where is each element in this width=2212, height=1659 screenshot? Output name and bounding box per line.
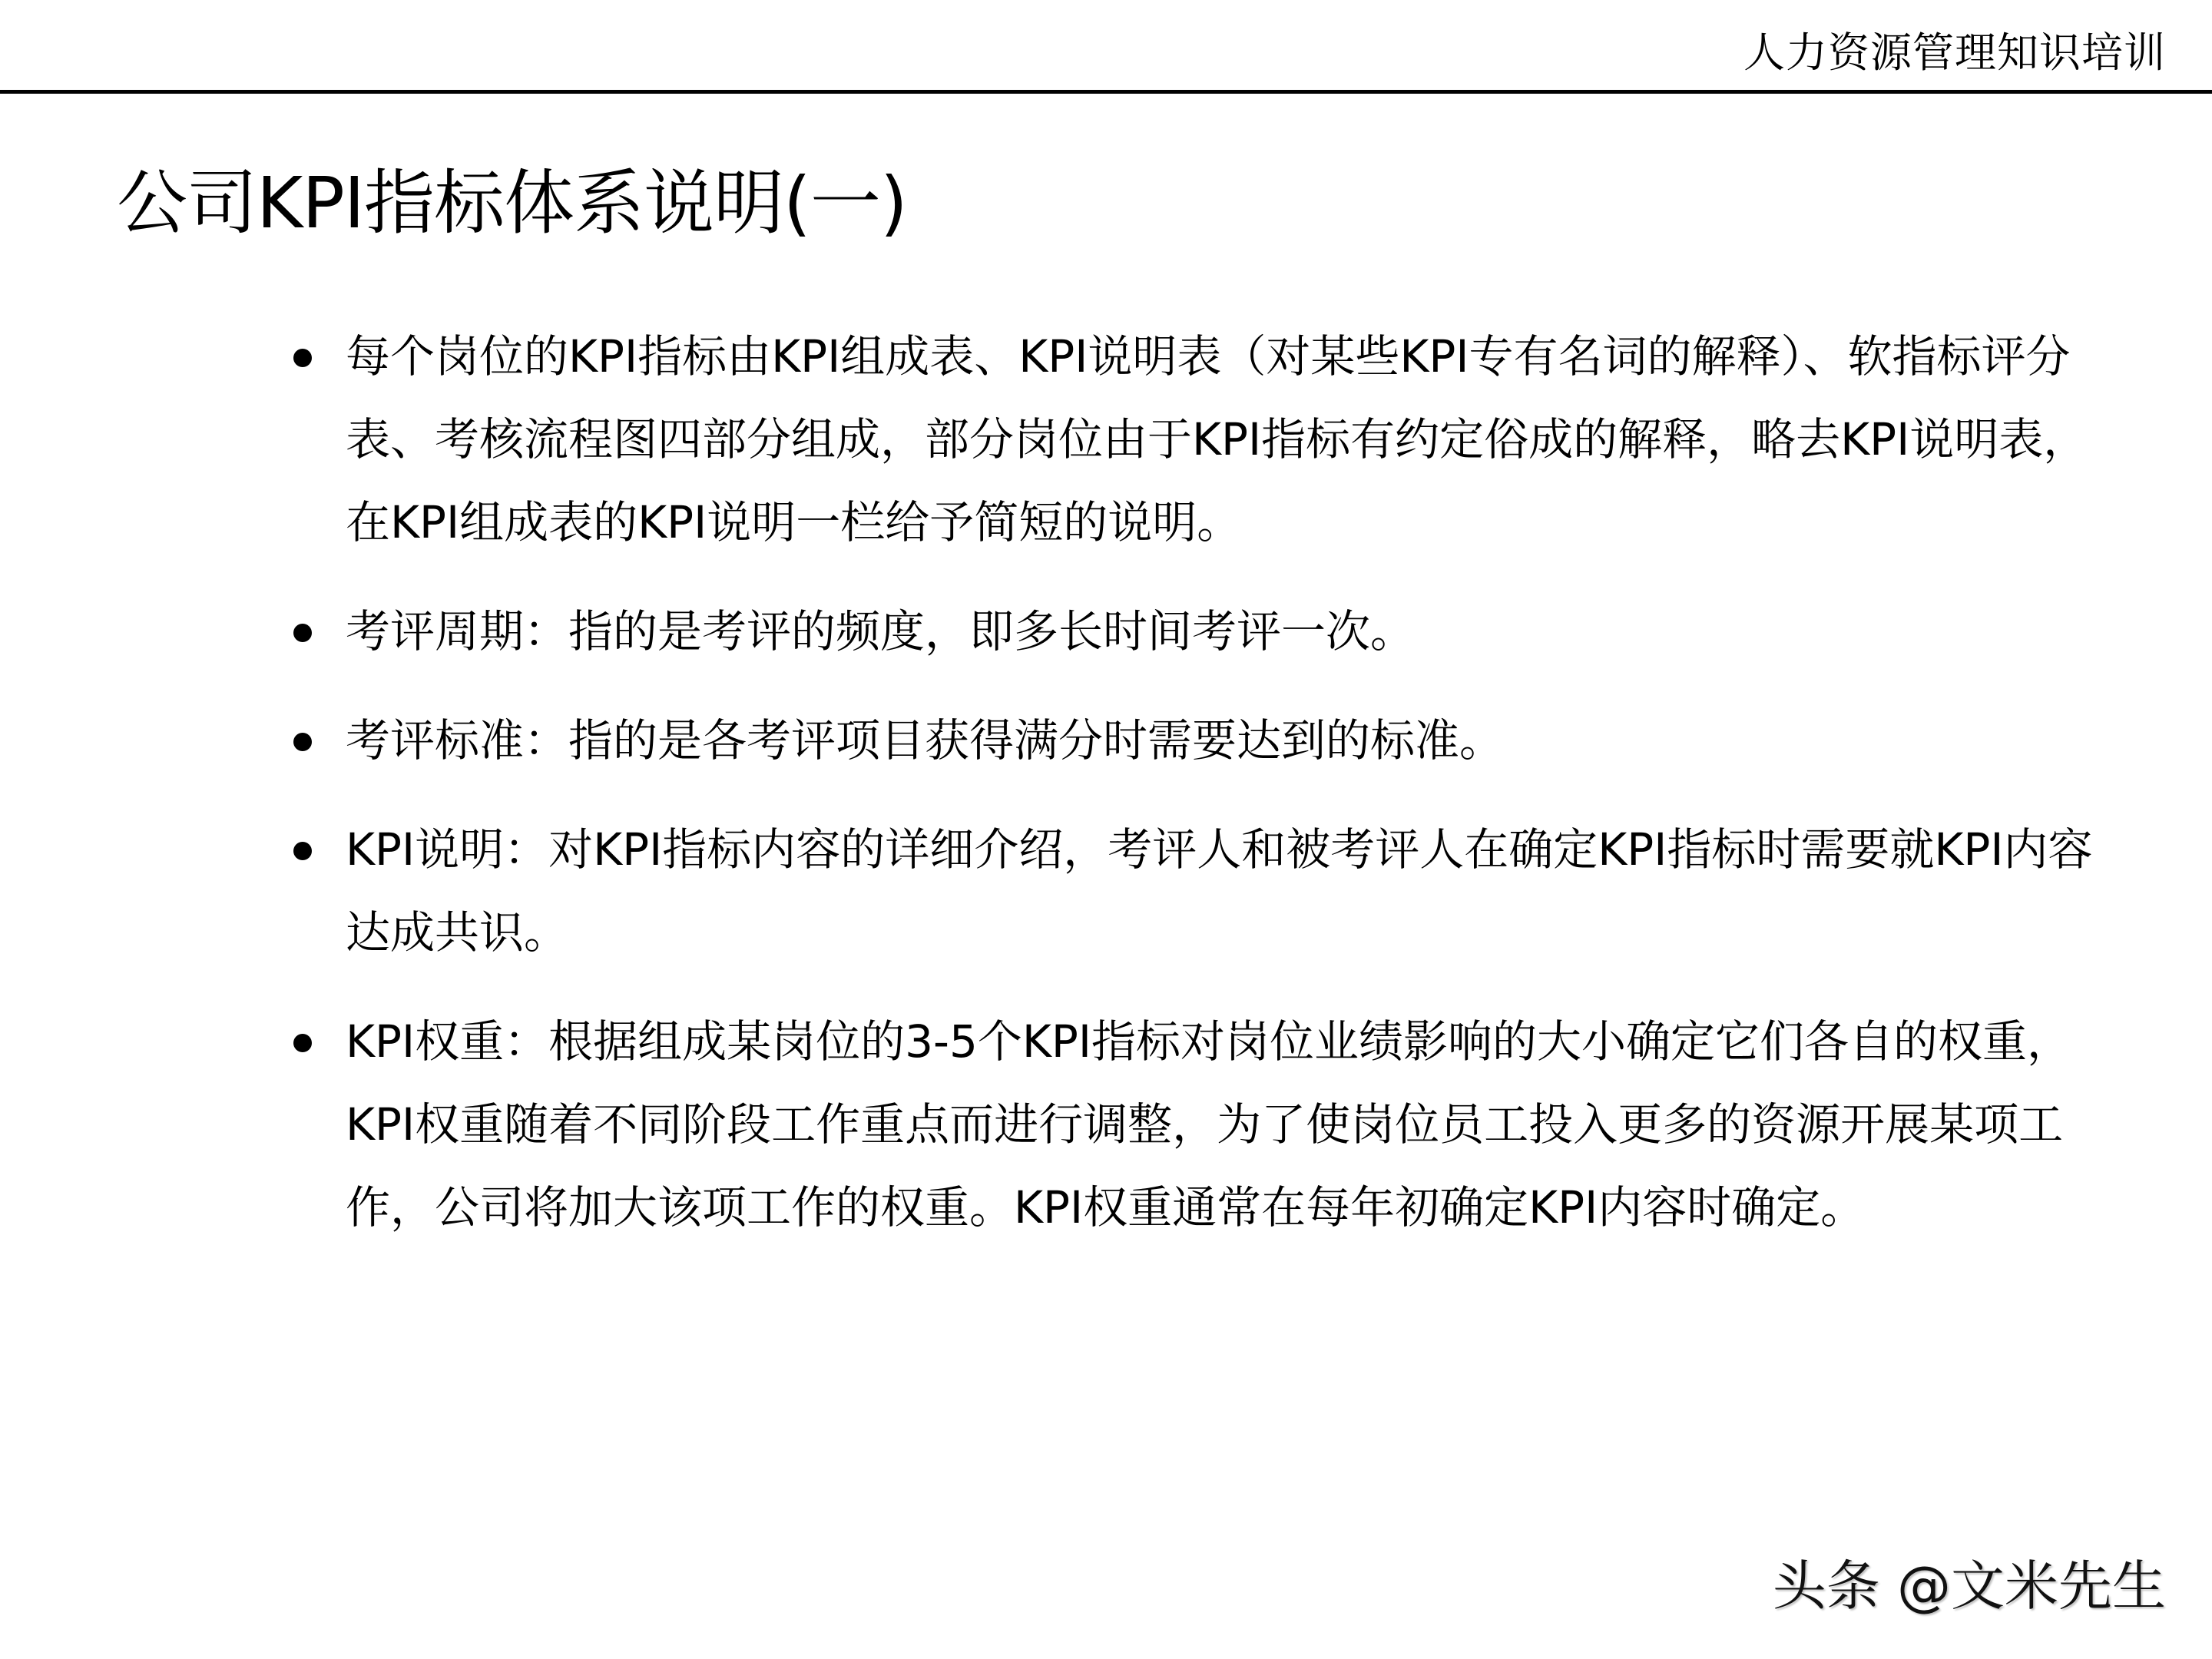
bullet-dot-icon: [293, 624, 312, 642]
header-title: 人力资源管理知识培训: [1743, 28, 2166, 77]
bullet-dot-icon: [293, 1034, 312, 1052]
bullet-item-review-standard: [286, 699, 2129, 782]
bullet-text: 考评标准：指的是各考评项目获得满分时需要达到的标准。: [346, 714, 1505, 767]
page-title: 公司KPI指标体系说明(一): [117, 162, 907, 244]
bullet-dot-icon: [293, 842, 312, 860]
bullet-item-review-cycle: [286, 590, 2129, 673]
bullet-item-kpi-description: [286, 808, 2129, 974]
bullet-text: 每个岗位的KPI指标由KPI组成表、KPI说明表（对某些KPI专有名词的解释）、软指标评分表、考核流程图四部分组成，部分岗位由于KPI指标有约定俗成的解释，略去KPI说明表，在KPI组成表的KPI说明一栏给予简短的说明。: [346, 330, 2088, 548]
bullet-dot-icon: [293, 733, 312, 751]
bullet-list: [286, 315, 2129, 1275]
watermark: 头条 @文米先生: [1772, 1555, 2166, 1618]
bullet-dot-icon: [293, 349, 312, 367]
bullet-text: KPI说明：对KPI指标内容的详细介绍，考评人和被考评人在确定KPI指标时需要就KPI内容达成共识。: [346, 823, 2093, 959]
bullet-item-components: [286, 315, 2129, 564]
bullet-text: KPI权重：根据组成某岗位的3-5个KPI指标对岗位业绩影响的大小确定它们各自的权重，KPI权重随着不同阶段工作重点而进行调整，为了使岗位员工投入更多的资源开展某项工作，公司将加大该项工作的权重。KPI权重通常在每年初确定KPI内容时确定。: [346, 1015, 2071, 1233]
bullet-item-kpi-weight: [286, 1000, 2129, 1249]
bullet-text: 考评周期：指的是考评的频度，即多长时间考评一次。: [346, 605, 1416, 657]
header-divider: [0, 90, 2212, 94]
